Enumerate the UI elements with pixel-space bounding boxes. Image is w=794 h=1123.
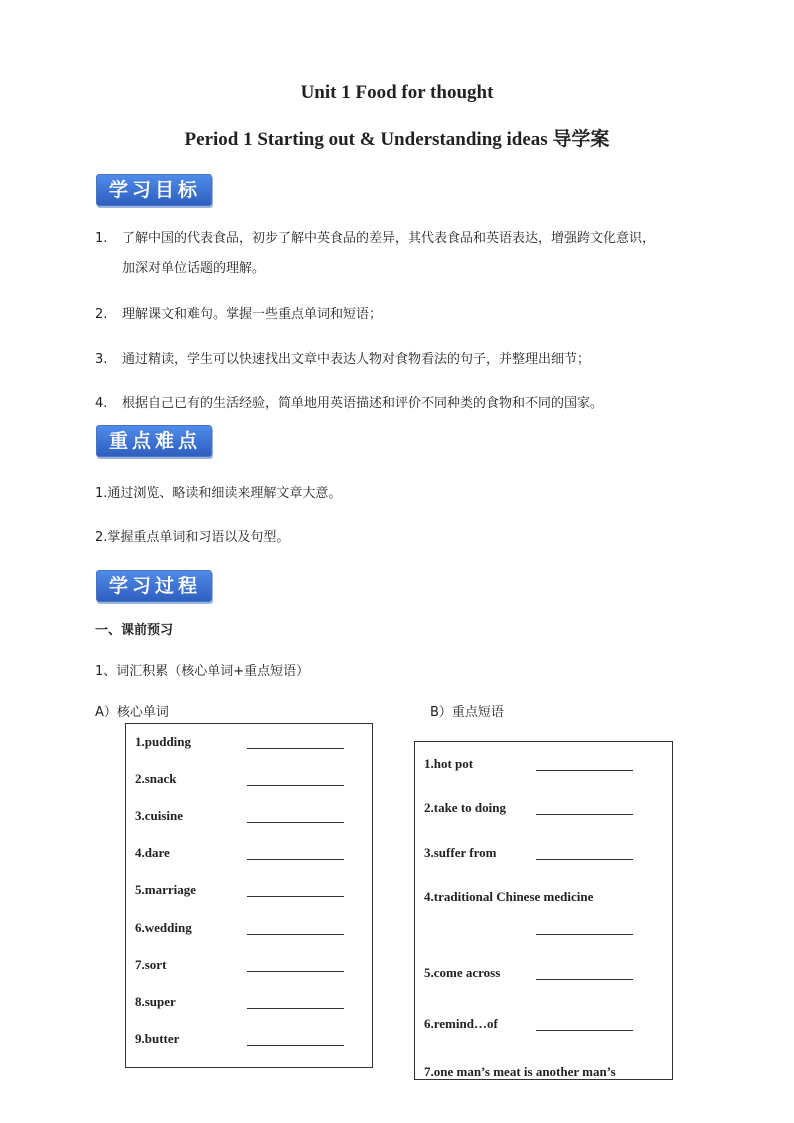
answer-blank[interactable] [247,934,344,935]
word-label: 4.dare [135,845,170,860]
objective-number: 1. [95,231,108,246]
objective-number: 2. [95,307,108,322]
section-badge-process: 学习过程 [96,570,212,602]
answer-blank[interactable] [536,770,633,771]
answer-blank[interactable] [247,1045,344,1046]
phrase-label: 7.one man’s meat is another man’s [424,1064,616,1079]
phrase-label: 2.take to doing [424,800,506,815]
key-point-1: 1.通过浏览、略读和细读来理解文章大意。 [95,486,342,501]
word-label: 5.marriage [135,882,197,897]
word-label: 7.sort [135,957,167,972]
section-subheading: 1、词汇积累（核心单词+重点短语） [95,664,310,679]
objective-text-cont: 加深对单位话题的理解。 [122,261,266,276]
core-words-box [125,723,373,1068]
objective-item-4 [95,389,715,419]
objective-item-2 [95,300,715,330]
word-label: 6.wedding [135,920,192,935]
answer-blank[interactable] [247,822,344,823]
answer-blank[interactable] [247,748,344,749]
objective-text: 理解课文和难句。掌握一些重点单词和短语； [122,307,383,322]
answer-blank[interactable] [536,814,633,815]
phrase-label: 6.remind…of [424,1016,498,1031]
objective-text: 根据自己已有的生活经验，简单地用英语描述和评价不同种类的食物和不同的国家。 [122,396,604,411]
answer-blank[interactable] [247,896,344,897]
phrase-label: 5.come across [424,965,501,980]
objective-item-1 [95,224,715,284]
answer-blank[interactable] [247,971,344,972]
answer-blank[interactable] [536,1030,633,1031]
phrase-label: 3.suffer from [424,845,497,860]
word-label: 2.snack [135,771,177,786]
answer-blank[interactable] [536,859,633,860]
key-point-2: 2.掌握重点单词和习语以及句型。 [95,530,290,545]
objective-text: 通过精读，学生可以快速找出文章中表达人物对食物看法的句子，并整理出细节； [122,352,591,367]
key-phrases-box [414,741,673,1080]
phrase-label: 4.traditional Chinese medicine [424,889,594,904]
answer-blank[interactable] [247,1008,344,1009]
objective-item-3 [95,345,715,375]
answer-blank[interactable] [536,934,633,935]
word-label: 9.butter [135,1031,180,1046]
section-heading: 一、课前预习 [95,623,174,638]
page-subtitle: Period 1 Starting out & Understanding ideas 导学案 [184,129,610,150]
answer-blank[interactable] [247,785,344,786]
phrase-label: 1.hot pot [424,756,474,771]
column-a-label: A）核心单词 [95,705,169,720]
page-title: Unit 1 Food for thought [300,82,494,103]
objective-number: 4. [95,396,108,411]
objective-text: 了解中国的代表食品，初步了解中英食品的差异，其代表食品和英语表达，增强跨文化意识， [122,231,656,246]
word-label: 8.super [135,994,176,1009]
column-b-label: B）重点短语 [430,705,504,720]
section-badge-key-points: 重点难点 [96,425,212,457]
answer-blank[interactable] [247,859,344,860]
objective-number: 3. [95,352,108,367]
answer-blank[interactable] [536,979,633,980]
word-label: 1.pudding [135,734,192,749]
word-label: 3.cuisine [135,808,184,823]
section-badge-objectives: 学习目标 [96,174,212,206]
